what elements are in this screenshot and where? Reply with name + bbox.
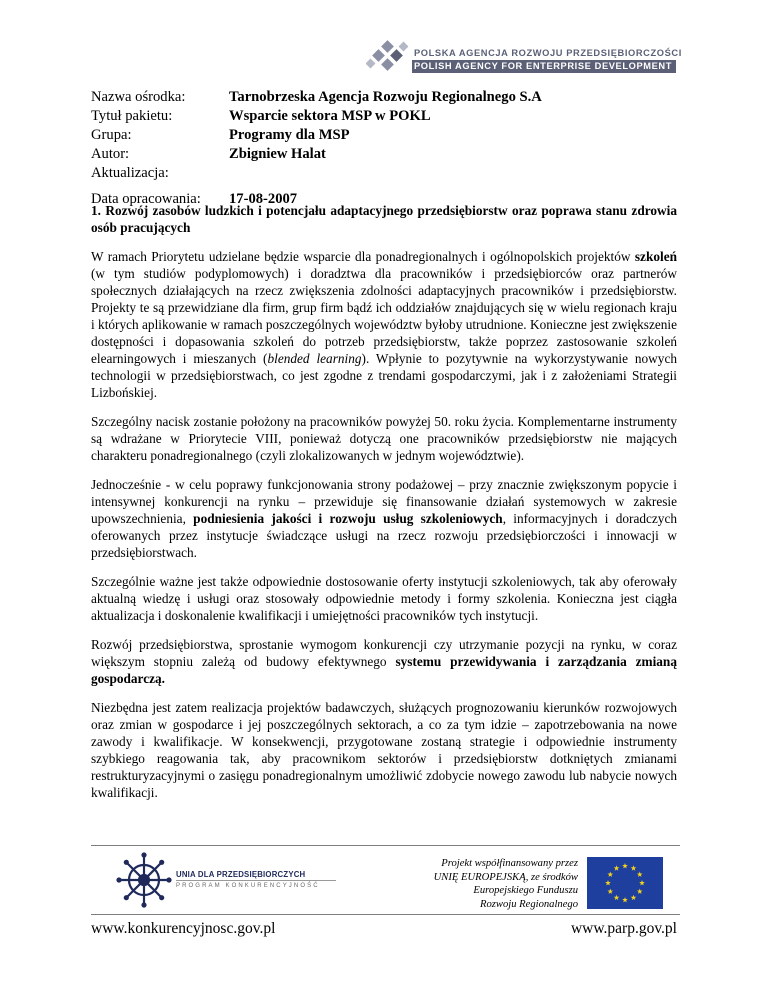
date-label: Data opracowania:: [91, 191, 201, 207]
group-label: Grupa:: [91, 127, 132, 143]
uni-title: UNIA DLA PRZEDSIĘBIORCZYCH: [176, 870, 306, 879]
p1-text-e: ). Wpłynie to pozytywnie na wykorzystywanie nowych technologii w przedsiębiorstwach, co jest zgodne z trendami gospodarczymi, jak i z założeniami Strategii Lizbońskiej.: [91, 351, 677, 400]
cofund-line-4: Rozwoju Regionalnego: [480, 898, 578, 910]
center-label: Nazwa ośrodka:: [91, 89, 186, 105]
section-heading: 1. Rozwój zasobów ludzkich i potencjału adaptacyjnego przedsiębiorstw oraz poprawa stanu zdrowia osób pracujących: [91, 203, 677, 235]
p1-bold-trainings: szkoleń: [634, 249, 677, 264]
cofund-line-1: Projekt współfinansowany przez: [441, 858, 578, 869]
group-value: Programy dla MSP: [229, 127, 350, 143]
document-body: [91, 202, 677, 813]
parp-link[interactable]: www.parp.gov.pl: [570, 920, 677, 937]
p3-bold-quality: podniesienia jakości i rozwoju usług szkoleniowych: [193, 511, 503, 526]
cofund-line-3: Europejskiego Funduszu: [473, 885, 578, 896]
paragraph-4: Szczególnie ważne jest także odpowiednie dostosowanie oferty instytucji szkoleniowych, tak aby oferowały aktualną wiedzę i usługi oraz stosowały odpowiednie metody i formy szkolenia. Konieczna jest ciągła aktualizacja i doskonalenie kwalifikacji i umiejętności pracowników tych instytucji.: [91, 574, 677, 623]
package-label: Tytuł pakietu:: [91, 108, 173, 124]
update-label: Aktualizacja:: [91, 165, 169, 181]
parp-logo: [366, 40, 682, 74]
date-value: 17-08-2007: [229, 191, 298, 207]
paragraph-1: [91, 248, 677, 401]
paragraph-5: [91, 636, 677, 687]
parp-diamond-icon: [366, 40, 410, 74]
author-value: Zbigniew Halat: [229, 146, 326, 162]
cofunding-note: [434, 857, 578, 911]
package-value: Wsparcie sektora MSP w POKL: [229, 108, 431, 124]
p1-italic-blended: blended learning: [267, 351, 362, 366]
p5-text-a: Rozwój przedsiębiorstwa, sprostanie wymogom konkurencji czy utrzymanie pozycji na rynku, w coraz większym stopniu zależą od budowy efektywnego: [91, 637, 677, 669]
konkurencyjnosc-link[interactable]: www.konkurencyjnosc.gov.pl: [91, 920, 276, 937]
footer-rule-bottom: [91, 914, 680, 915]
p3-text-a: Jednocześnie - w celu poprawy funkcjonowania strony podażowej – przy znacznie zwiększonym popycie i intensywnej konkurencji na rynku – przewiduje się finansowanie działań systemowych w zakresie upowszechnienia,: [91, 477, 677, 526]
cofund-line-2: UNIĘ EUROPEJSKĄ, ze środków: [433, 871, 578, 883]
uni-logo: [116, 852, 336, 910]
uni-divider: [176, 880, 336, 881]
paragraph-6: Niezbędna jest zatem realizacja projektów badawczych, służących prognozowaniu kierunków rozwojowych oraz zmian w gospodarce i jej poszczególnych sektorach, a co za tym idzie – zapotrzebowania na nowe zawody i kwalifikacje. W konsekwencji, przygotowane zostaną strategie i odpowiednie instrumenty szybkiego reagowania tak, aby pracownikom sektorów i przedsiębiorstw dotkniętych zmianami restrukturyzacyjnymi o zasięgu ponadregionalnym umożliwić zdobycie nowego zawodu lub nabycie nowych kwalifikacji.: [91, 700, 677, 800]
author-label: Autor:: [91, 146, 130, 162]
p5-bold-forecasting: systemu przewidywania i zarządzania zmianą gospodarczą.: [91, 654, 677, 686]
p1-text-c: (w tym studiów podyplomowych) i doradztwa dla pracowników i przedsiębiorców oraz partnerów społecznych działających na rzecz zwiększenia zdolności adaptacyjnych pracowników i przedsiębiorstw. Projekty te są przewidziane dla firm, grup firm bądź ich oddziałów znajdujących się w wielu regionach kraju i których aplikowanie w ramach poszczególnych województw byłoby utrudnione. Konieczne jest zwiększenie dostępności i dopasowania szkoleń do potrzeb przedsiębiorstw, także poprzez zastosowanie szkoleń elearningowych i mieszanych (: [91, 266, 677, 366]
paragraph-3: [91, 476, 677, 561]
parp-name-polish: POLSKA AGENCJA ROZWOJU PRZEDSIĘBIORCZOŚCI: [414, 48, 682, 58]
ship-wheel-icon: [116, 852, 172, 908]
parp-name-english: POLISH AGENCY FOR ENTERPRISE DEVELOPMENT: [412, 60, 676, 73]
p3-text-c: , informacyjnych i doradczych oferowanych przez instytucje świadczące usługi na rzecz rozwoju przedsiębiorczości i innowacji w przedsiębiorstwach.: [91, 511, 677, 560]
eu-flag-icon: [587, 857, 663, 909]
footer-rule-top: [91, 845, 680, 846]
p1-text-a: W ramach Priorytetu udzielane będzie wsparcie dla ponadregionalnych i ogólnopolskich projektów: [91, 249, 635, 264]
uni-subtitle: PROGRAM KONKURENCYJNOŚĆ: [176, 883, 320, 889]
center-value: Tarnobrzeska Agencja Rozwoju Regionalnego S.A: [229, 89, 542, 105]
paragraph-2: Szczególny nacisk zostanie położony na pracowników powyżej 50. roku życia. Komplementarne instrumenty są wdrażane w Priorytecie VIII, ponieważ dotyczą one pracowników przedsiębiorstw nie mających charakteru ponadregionalnego (czyli zlokalizowanych w jednym województwie).: [91, 414, 677, 463]
